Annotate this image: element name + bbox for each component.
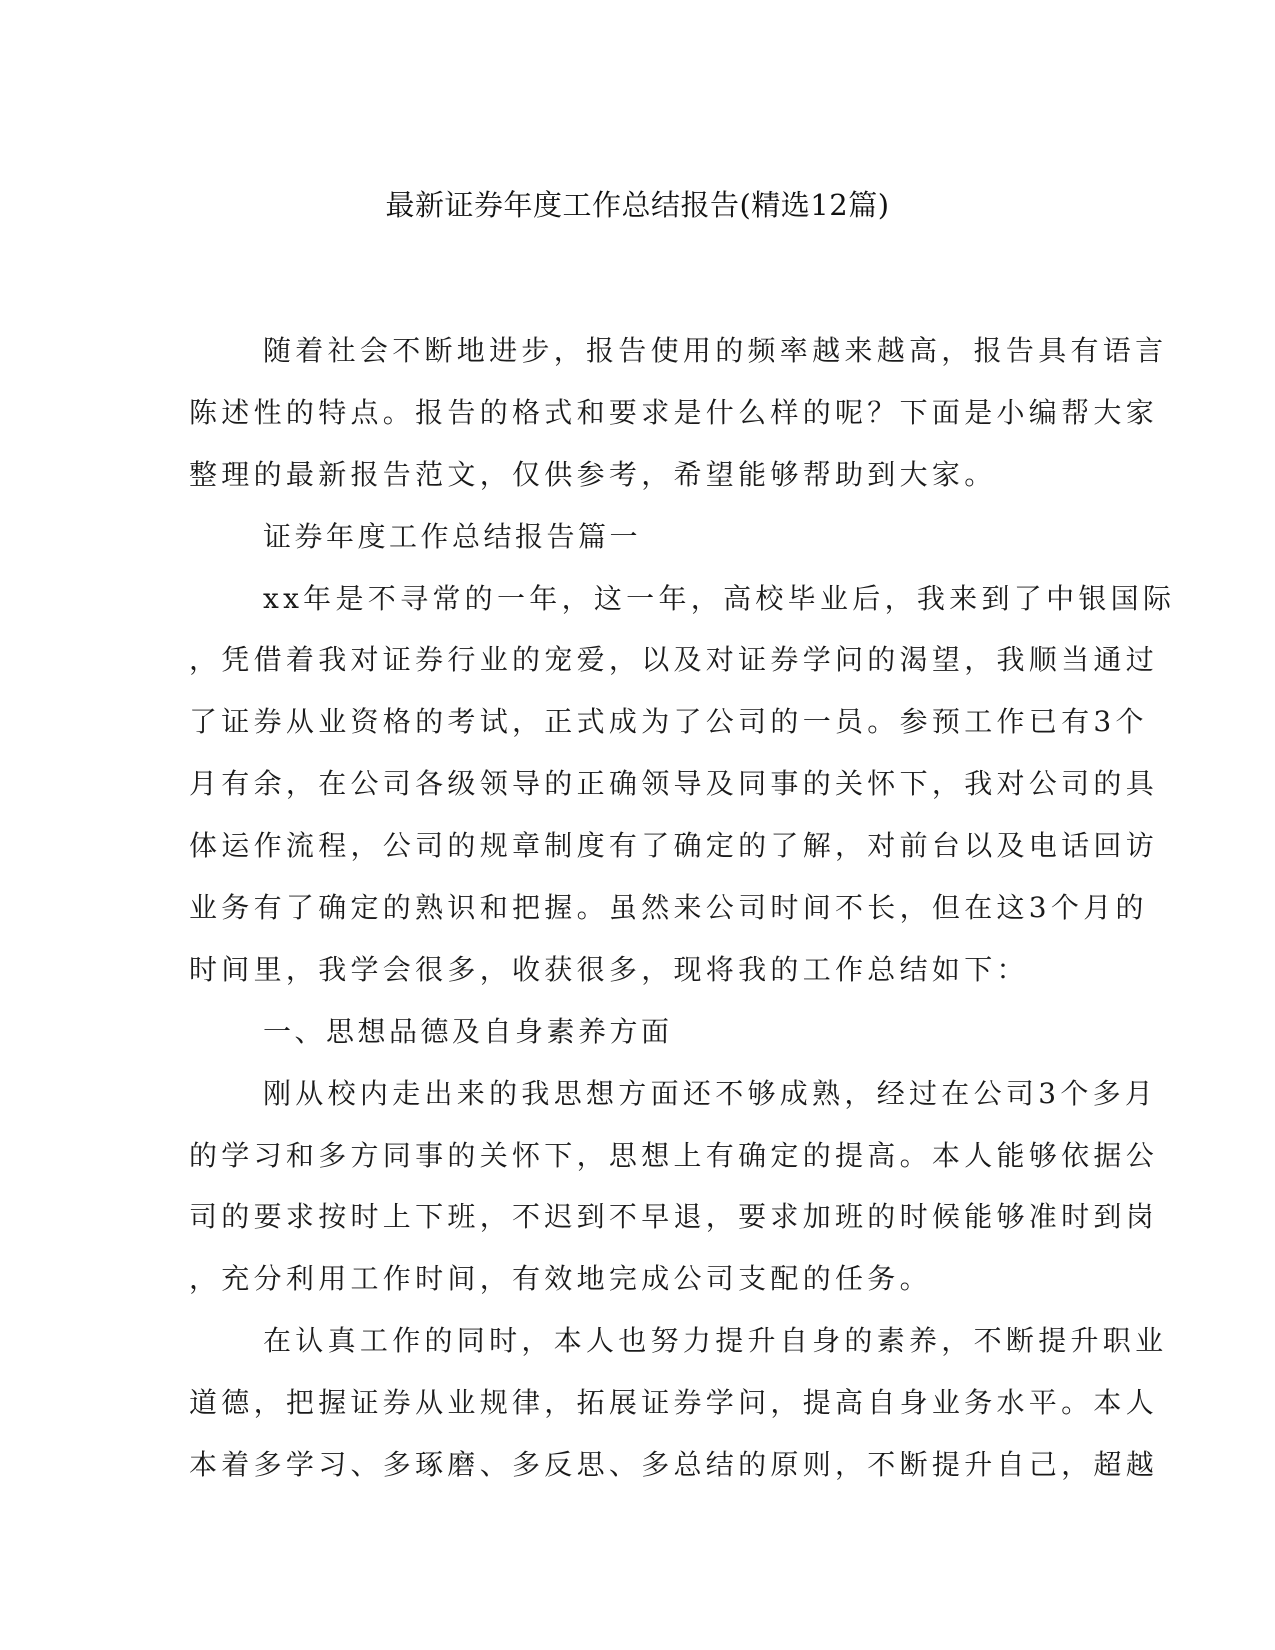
paragraph-line: xx年是不寻常的一年，这一年，高校毕业后，我来到了中银国际 — [263, 581, 1176, 615]
paragraph-line: 月有余，在公司各级领导的正确领导及同事的关怀下，我对公司的具 — [189, 767, 1159, 801]
document-title: 最新证券年度工作总结报告(精选12篇) — [385, 188, 890, 222]
paragraph-line: 陈述性的特点。报告的格式和要求是什么样的呢？下面是小编帮大家 — [189, 395, 1159, 429]
paragraph-line: 体运作流程，公司的规章制度有了确定的了解，对前台以及电话回访 — [189, 829, 1159, 863]
section-heading: 一、思想品德及自身素养方面 — [263, 1014, 673, 1048]
paragraph-line: 在认真工作的同时，本人也努力提升自身的素养，不断提升职业 — [263, 1324, 1168, 1358]
section-heading: 证券年度工作总结报告篇一 — [263, 519, 642, 553]
paragraph-line: 业务有了确定的熟识和把握。虽然来公司时间不长，但在这3个月的 — [189, 891, 1148, 925]
paragraph-line: ，凭借着我对证券行业的宠爱，以及对证券学问的渴望，我顺当通过 — [189, 643, 1159, 677]
paragraph-line: 的学习和多方同事的关怀下，思想上有确定的提高。本人能够依据公 — [189, 1138, 1159, 1172]
paragraph-line: ，充分利用工作时间，有效地完成公司支配的任务。 — [189, 1262, 932, 1296]
paragraph-line: 道德，把握证券从业规律，拓展证券学问，提高自身业务水平。本人 — [189, 1386, 1159, 1420]
paragraph-line: 刚从校内走出来的我思想方面还不够成熟，经过在公司3个多月 — [263, 1076, 1158, 1110]
paragraph-line: 本着多学习、多琢磨、多反思、多总结的原则，不断提升自己，超越 — [189, 1448, 1159, 1482]
paragraph-line: 司的要求按时上下班，不迟到不早退，要求加班的时候能够准时到岗 — [189, 1200, 1159, 1234]
paragraph-line: 随着社会不断地进步，报告使用的频率越来越高，报告具有语言 — [263, 334, 1168, 367]
paragraph-line: 整理的最新报告范文，仅供参考，希望能够帮助到大家。 — [189, 457, 997, 491]
paragraph-line: 时间里，我学会很多，收获很多，现将我的工作总结如下： — [189, 952, 1029, 986]
paragraph-line: 了证券从业资格的考试，正式成为了公司的一员。参预工作已有3个 — [189, 705, 1148, 739]
document-body — [189, 320, 1176, 1496]
